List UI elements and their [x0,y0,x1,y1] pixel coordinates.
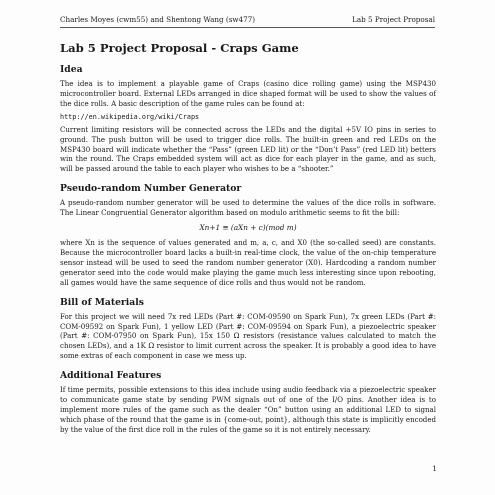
page-number: 1 [432,464,437,473]
craps-url: http://en.wikipedia.org/wiki/Craps [60,112,200,121]
document-body [60,41,436,439]
section-heading-prng: Pseudo-random Number Generator [60,183,242,195]
page-header [60,15,435,24]
header-rule [60,27,435,28]
header-running-title: Lab 5 Project Proposal [352,15,435,24]
bom-paragraph: For this project we will need 7x red LEDs (Part #: COM-09590 on Spark Fun), 7x green LEDs (Part #: COM-09592 on Spark Fun), 1 yellow LED (Part #: COM-09594 on Spark Fun), a piezoelectric speaker (Part #: COM-07950 on Spark Fun), 15x 150 Ω resistors (resistance values calculated to match the chosen LEDs), and a 1K Ω resistor to limit current across the speaker. It is probably a good idea to have some extras of each component in case we mess up. [60,311,436,361]
idea-paragraph-1: The idea is to implement a playable game of Craps (casino dice rolling game) using the MSP430 microcontroller board. External LEDs arranged in dice shaped format will be used to show the values of the dice rolls. A basic description of the game rules can be found at: [60,79,436,108]
header-authors: Charles Moyes (cwm55) and Shentong Wang (sw477) [60,15,256,24]
prng-paragraph-1: A pseudo-random number generator will be used to determine the values of the dice rolls in software. The Linear Congruential Generator algorithm based on modulo arithmetic seems to fit the bill: [60,198,436,218]
document-title: Lab 5 Project Proposal - Craps Game [60,41,299,55]
idea-paragraph-2: Current limiting resistors will be connected across the LEDs and the digital +5V IO pins in series to ground. The push button will be used to trigger dice rolls. The built-in green and red LEDs on the MSP430 board will indicate whether the “Pass” (green LED lit) or the “Don’t Pass” (red LED lit) betters win the round. The Craps embedded system will act as dice for each player in the game, and as such, will be passed around the table to each player who wishes to be a “shooter.” [60,124,436,174]
section-heading-additional: Additional Features [60,370,162,382]
section-heading-idea: Idea [60,64,83,75]
lcg-equation: Xn+1 ≡ (aXn + c)(mod m) [199,223,297,233]
additional-paragraph: If time permits, possible extensions to this idea include using audio feedback via a piezoelectric speaker to communicate game state by sending PWM signals out of one of the I/O pins. Another idea is to implement more rules of the game such as the dealer “On” button using an additional LED to signal which phase of the round that the game is in {come-out, point}, although this state is implicitly encoded by the value of the first dice roll in the rules of the game so it is not entirely necessary. [60,385,436,434]
section-heading-bom: Bill of Materials [60,296,144,308]
prng-paragraph-2: where Xn is the sequence of values generated and m, a, c, and X0 (the so-called seed) are constants. Because the microcontroller board lacks a built-in real-time clock, the value of the on-chip temperature sensor instead will be used to seed the random number generator (X0). Hardcoding a random number generator seed into the code would make playing the game much less interesting since upon rebooting, all games would have the same sequence of dice rolls and thus would not be random. [60,238,436,287]
